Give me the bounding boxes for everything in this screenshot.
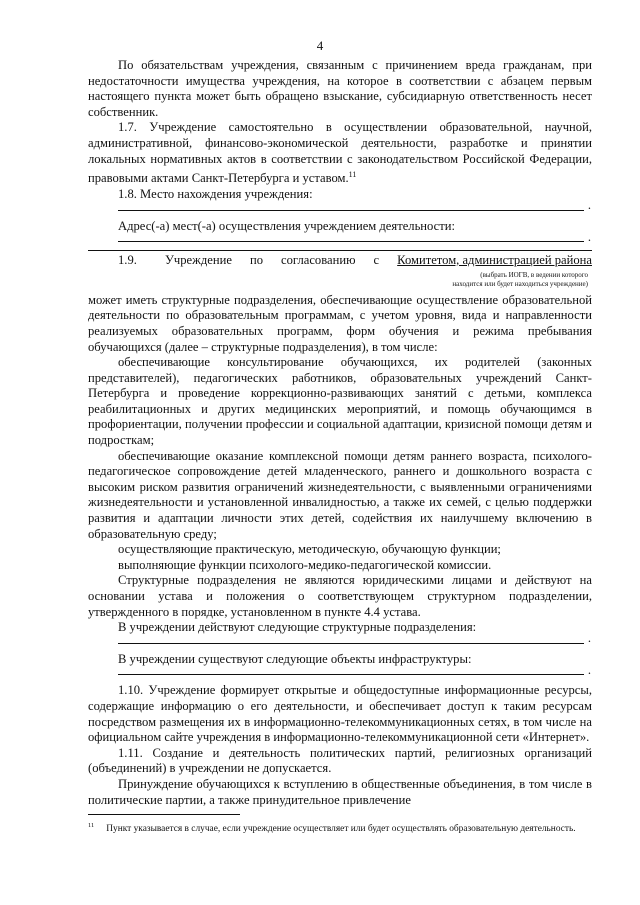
paragraph-not-legal: Структурные подразделения не являются юридическими лицами и действуют на основании устава и положения о соответствующем структурном подразделении, утвержденного в порядке, установленном в пункте 4.4 устава. — [88, 573, 592, 619]
word: Учреждение — [165, 253, 232, 268]
blank-line-addresses — [118, 234, 584, 242]
item-number: 1.9. — [118, 253, 137, 268]
filled-authority: Комитетом, администрацией района — [397, 253, 592, 268]
word: согласованию — [281, 253, 356, 268]
paragraph-complex: обеспечивающие оказание комплексной помощи детям раннего возраста, психолого-педагогическое сопровождение детей младенческого, раннего и дошкольного возраста с высоким риском развития ограничений жизнедеятельности, с выявленными ограничениями жизнедеятельности и установленной инвалидностью, а также их семей, с целью поддержки развития и адаптации личности этих детей, содействия их наилучшему включению в образовательную среду; — [88, 448, 592, 541]
footnote-ref: 11 — [348, 170, 357, 180]
paragraph-pmpk: выполняющие функции психолого-медико-педагогической комиссии. — [118, 557, 492, 572]
paragraph-counsel: обеспечивающие консультирование обучающихся, их родителей (законных представителей), педагогических работников, образовательных учреждений Санкт-Петербурга и проведение коррекционно-развивающих занятий с детьми, комплекса реабилитационных и других медицинских мероприятий, и помощь обучающимся в профориентации, получении профессии и социальной адаптации, кризисной помощи детям и подросткам; — [88, 355, 592, 448]
page-number: 4 — [316, 38, 324, 53]
page-body — [88, 58, 592, 808]
paragraph-1-10: 1.10. Учреждение формирует открытые и общедоступные информационные ресурсы, содержащие информацию о его деятельности, и обеспечивает доступ к таким ресурсам посредством размещения их в информационно-телекоммуникационных сетях, в том числе на официальном сайте учреждения в информационно-телекоммуникационной сети «Интернет». — [88, 683, 592, 745]
footnote-divider — [88, 814, 240, 815]
paragraph-practical: осуществляющие практическую, методическую, обучающую функции; — [118, 542, 501, 557]
paragraph-units: В учреждении действуют следующие структурные подразделения: — [118, 620, 477, 635]
paragraph-1-11: 1.11. Создание и деятельность политических партий, религиозных организаций (объединений) в учреждении не допускается. — [88, 745, 592, 776]
paragraph-liability: По обязательствам учреждения, связанным с причинением вреда гражданам, при недостаточности имущества учреждения, на которое в соответствии с абзацем первым настоящего пункта может быть обращено взыскание, субсидиарную ответственность несет собственник. — [88, 58, 592, 119]
paragraph-addresses: Адрес(-а) мест(-а) осуществления учреждением деятельности: — [118, 218, 455, 233]
word: по — [249, 253, 263, 268]
paragraph-infra: В учреждении существуют следующие объекты инфраструктуры: — [118, 651, 472, 666]
blank-line-infra — [118, 667, 584, 675]
paragraph-1-9-head — [88, 250, 592, 269]
footnote-number: 11 — [88, 822, 95, 829]
footnote — [88, 820, 592, 835]
field-hint: (выбрать ИОГВ, в ведении которого находится или будет находиться учреждение) — [452, 270, 588, 288]
paragraph-1-7: 1.7. Учреждение самостоятельно в осуществлении образовательной, научной, административной, финансово-экономической деятельности, разработке и принятии локальных нормативных актов в соответствии с законодательством Российской Федерации, правовыми актами Санкт-Петербурга и уставом.$^{11}$ — [88, 120, 592, 186]
blank-line-location — [118, 203, 584, 211]
blank-line-units — [118, 636, 584, 644]
paragraph-1-8: 1.8. Место нахождения учреждения: — [118, 186, 313, 201]
paragraph-1-9-body: может иметь структурные подразделения, обеспечивающие осуществление образовательной деятельности по образовательным программам, с учетом уровня, вида и направленности реализуемых образовательных программ, форм обучения и режима пребывания обучающихся (далее – структурные подразделения), в том числе: — [88, 292, 592, 354]
word: с — [373, 253, 380, 268]
footnote-text: Пункт указывается в случае, если учреждение осуществляет или будет осуществлять образовательную деятельность. — [106, 824, 576, 834]
paragraph-coercion: Принуждение обучающихся к вступлению в общественные объединения, в том числе в политические партии, а также принудительное привлечение — [88, 776, 592, 807]
